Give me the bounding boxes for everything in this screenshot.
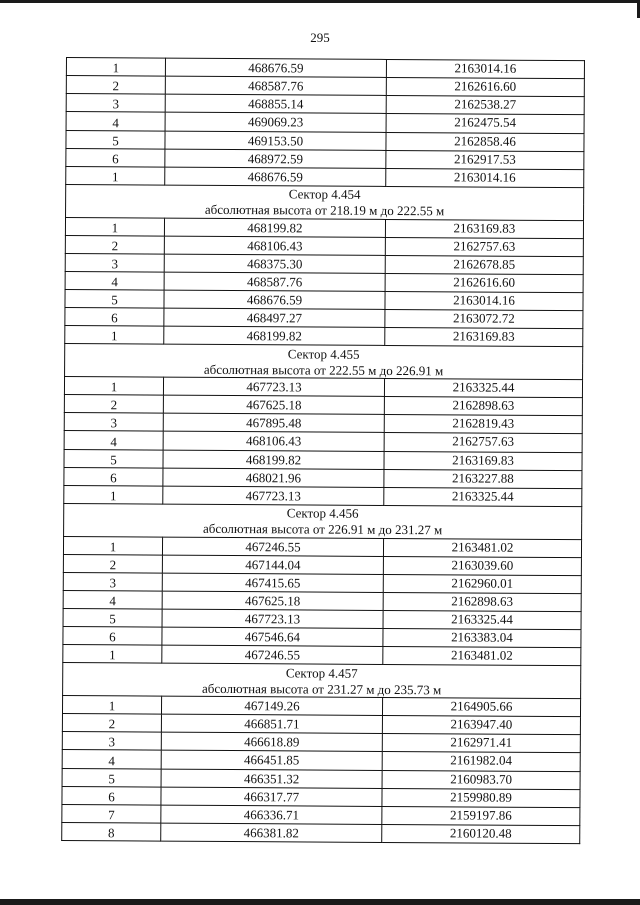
coordinate-y: 2163325.44 (384, 487, 582, 506)
coordinate-y: 2163481.02 (383, 538, 581, 557)
coordinate-y: 2163014.16 (386, 59, 584, 78)
coordinate-x: 467625.18 (163, 395, 384, 414)
point-number: 5 (62, 768, 161, 787)
coordinate-x: 466336.71 (161, 805, 382, 824)
coordinate-y: 2160983.70 (382, 770, 580, 789)
coordinate-x: 468106.43 (163, 431, 384, 450)
point-number: 1 (64, 485, 163, 504)
coordinate-y: 2162757.63 (384, 433, 582, 452)
coordinate-y: 2163325.44 (384, 378, 582, 397)
coordinate-y: 2163039.60 (383, 556, 581, 575)
point-number: 6 (62, 786, 161, 805)
coordinate-x: 466317.77 (161, 787, 382, 806)
coordinate-x: 467625.18 (162, 591, 383, 610)
coordinate-x: 469153.50 (165, 131, 386, 150)
point-number: 6 (66, 148, 165, 167)
point-number: 2 (62, 714, 161, 733)
point-number: 5 (65, 289, 164, 308)
sector-altitude-range: абсолютная высота от 226.91 м до 231.27 м (64, 520, 582, 539)
coordinate-y: 2163169.83 (385, 219, 583, 238)
coordinate-y: 2159980.89 (382, 788, 580, 807)
point-number: 1 (66, 166, 165, 185)
sector-altitude-range: абсолютная высота от 218.19 м до 222.55 м (66, 201, 584, 220)
point-number: 3 (64, 413, 163, 432)
coordinate-y: 2161982.04 (382, 752, 580, 771)
coordinate-y: 2163014.16 (385, 291, 583, 310)
coordinate-y: 2162757.63 (385, 237, 583, 256)
point-number: 2 (66, 76, 165, 95)
point-number: 2 (63, 554, 162, 573)
coordinate-x: 467246.55 (162, 537, 383, 556)
coordinate-y: 2164905.66 (382, 697, 580, 716)
coordinate-x: 468199.82 (164, 218, 385, 237)
sector-title: Сектор 4.457 (63, 663, 581, 682)
coordinate-x: 467144.04 (162, 555, 383, 574)
point-number: 8 (62, 822, 161, 841)
coordinate-x: 466351.32 (161, 769, 382, 788)
coordinate-y: 2159197.86 (382, 806, 580, 825)
point-number: 3 (63, 572, 162, 591)
coordinate-x: 468855.14 (165, 94, 386, 113)
coordinate-y: 2163014.16 (386, 168, 584, 187)
coordinate-x: 466451.85 (161, 750, 382, 769)
coordinate-x: 467723.13 (163, 377, 384, 396)
coordinates-table-wrapper (61, 57, 584, 844)
point-number: 3 (62, 732, 161, 751)
sector-title: Сектор 4.455 (65, 344, 583, 363)
coordinate-x: 467149.26 (161, 696, 382, 715)
coordinates-table-body (62, 58, 585, 844)
coordinate-y: 2163481.02 (383, 647, 581, 666)
coordinate-y: 2162616.60 (385, 273, 583, 292)
page-number: 295 (310, 30, 330, 45)
coordinate-y: 2162616.60 (386, 78, 584, 97)
coordinate-y: 2162678.85 (385, 255, 583, 274)
coordinate-y: 2162538.27 (386, 96, 584, 115)
point-number: 5 (66, 130, 165, 149)
point-number: 3 (66, 94, 165, 113)
point-number: 4 (64, 431, 163, 450)
point-row (62, 822, 580, 843)
coordinate-x: 467723.13 (162, 609, 383, 628)
point-number: 1 (65, 326, 164, 345)
coordinate-y: 2162971.41 (382, 734, 580, 753)
point-number: 5 (64, 449, 163, 468)
coordinate-y: 2160120.48 (382, 824, 580, 843)
coordinate-x: 468676.59 (165, 58, 386, 77)
coordinate-y: 2163227.88 (384, 469, 582, 488)
point-number: 1 (64, 376, 163, 395)
coordinate-y: 2162898.63 (383, 592, 581, 611)
scan-edge-top (0, 0, 640, 3)
point-number: 5 (63, 608, 162, 627)
coordinate-x: 467246.55 (162, 645, 383, 664)
sector-altitude-range: абсолютная высота от 222.55 м до 226.91 м (65, 360, 583, 379)
point-number: 6 (64, 467, 163, 486)
coordinate-x: 468106.43 (164, 236, 385, 255)
coordinate-y: 2163947.40 (382, 716, 580, 735)
point-number: 1 (62, 695, 161, 714)
point-number: 4 (65, 271, 164, 290)
coordinate-y: 2162960.01 (383, 574, 581, 593)
coordinate-x: 468199.82 (163, 450, 384, 469)
coordinate-x: 468676.59 (164, 290, 385, 309)
coordinate-x: 466381.82 (161, 823, 382, 842)
point-number: 1 (63, 645, 162, 664)
point-number: 4 (63, 590, 162, 609)
coordinate-y: 2163072.72 (385, 310, 583, 329)
coordinate-y: 2162475.54 (386, 114, 584, 133)
coordinate-x: 467895.48 (163, 413, 384, 432)
point-number: 2 (65, 235, 164, 254)
sector-title: Сектор 4.454 (66, 184, 584, 203)
sector-title: Сектор 4.456 (64, 503, 582, 522)
point-number: 1 (65, 217, 164, 236)
coordinate-x: 468375.30 (164, 254, 385, 273)
scan-edge-bottom (0, 899, 640, 905)
coordinate-x: 466618.89 (161, 732, 382, 751)
point-number: 1 (66, 58, 165, 77)
coordinate-x: 466851.71 (161, 714, 382, 733)
coordinate-x: 468199.82 (164, 326, 385, 345)
point-number: 2 (64, 395, 163, 414)
coordinate-x: 468587.76 (164, 272, 385, 291)
coordinate-x: 468497.27 (164, 308, 385, 327)
coordinate-x: 468972.59 (165, 149, 386, 168)
sector-altitude-range: абсолютная высота от 231.27 м до 235.73 м (63, 679, 581, 698)
coordinate-x: 468021.96 (163, 468, 384, 487)
coordinate-x: 467415.65 (162, 573, 383, 592)
point-number: 1 (63, 536, 162, 555)
coordinate-x: 468676.59 (165, 167, 386, 186)
point-number: 4 (62, 750, 161, 769)
coordinate-y: 2163325.44 (383, 610, 581, 629)
coordinate-y: 2162898.63 (384, 397, 582, 416)
point-number: 3 (65, 253, 164, 272)
coordinate-y: 2163169.83 (385, 328, 583, 347)
coordinate-y: 2163169.83 (384, 451, 582, 470)
coordinate-x: 468587.76 (165, 76, 386, 95)
coordinate-y: 2162819.43 (384, 415, 582, 434)
coordinate-y: 2163383.04 (383, 629, 581, 648)
point-number: 4 (66, 112, 165, 131)
point-number: 6 (63, 627, 162, 646)
point-number: 7 (62, 804, 161, 823)
coordinate-y: 2162917.53 (386, 150, 584, 169)
coordinate-x: 467723.13 (163, 486, 384, 505)
coordinate-x: 469069.23 (165, 112, 386, 131)
coordinate-x: 467546.64 (162, 627, 383, 646)
coordinates-table (61, 57, 585, 844)
coordinate-y: 2162858.46 (386, 132, 584, 151)
point-number: 6 (65, 308, 164, 327)
